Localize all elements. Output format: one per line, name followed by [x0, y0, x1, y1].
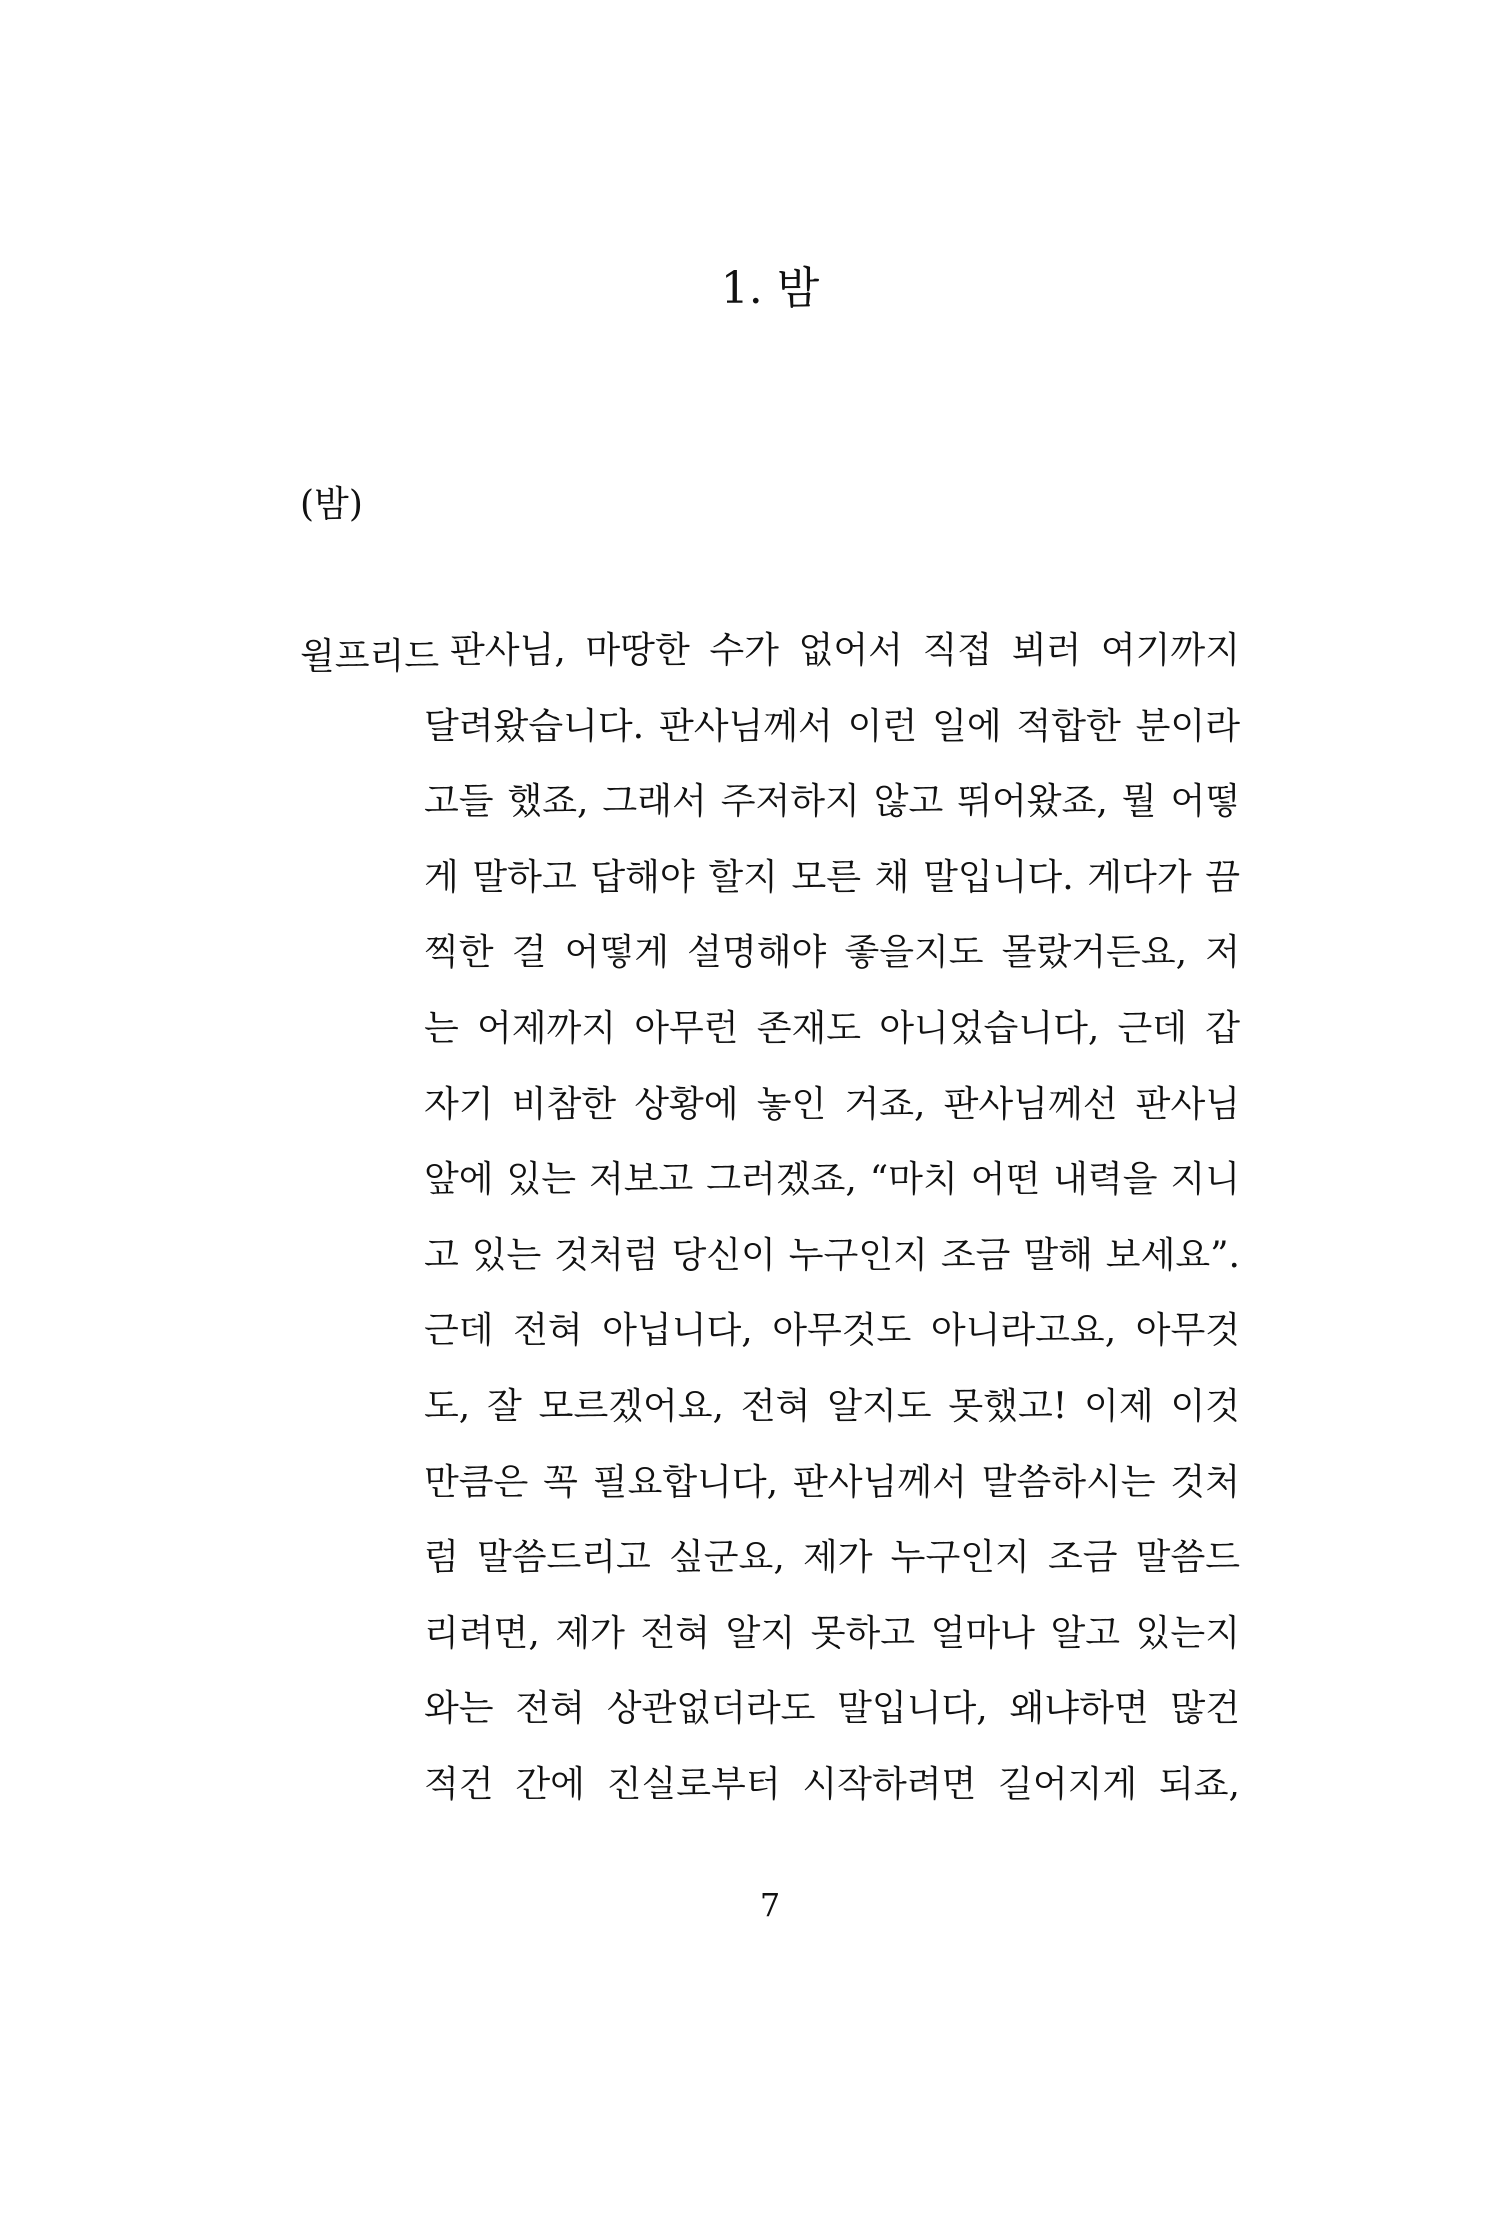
dialogue-line: 게 말하고 답해야 할지 모른 채 말입니다. 게다가 끔: [424, 856, 1240, 898]
dialogue-line: 달려왔습니다. 판사님께서 이런 일에 적합한 분이라: [424, 705, 1240, 747]
dialogue-line: 만큼은 꼭 필요합니다, 판사님께서 말씀하시는 것처: [424, 1461, 1240, 1503]
dialogue-line: 고 있는 것처럼 당신이 누구인지 조금 말해 보세요”.: [424, 1234, 1240, 1276]
page-number: 7: [759, 1886, 781, 1924]
dialogue-text: [424, 624, 1240, 1834]
stage-direction: (밤): [300, 484, 363, 525]
dialogue-line: 자기 비참한 상황에 놓인 거죠, 판사님께선 판사님: [424, 1083, 1240, 1125]
chapter-title: 1. 밤: [720, 263, 820, 314]
dialogue-line: 앞에 있는 저보고 그러겠죠, “마치 어떤 내력을 지니: [424, 1159, 1240, 1201]
dialogue-line: 는 어제까지 아무런 존재도 아니었습니다, 근데 갑: [424, 1007, 1240, 1049]
dialogue-line: 와는 전혀 상관없더라도 말입니다, 왜냐하면 많건: [424, 1688, 1240, 1730]
dialogue-line: 적건 간에 진실로부터 시작하려면 길어지게 되죠,: [424, 1763, 1240, 1805]
dialogue-line: 리려면, 제가 전혀 알지 못하고 얼마나 알고 있는지: [424, 1612, 1240, 1654]
speaker-name: 윌프리드: [300, 636, 440, 677]
dialogue-line: 판사님, 마땅한 수가 없어서 직접 뵈러 여기까지: [450, 630, 1240, 671]
dialogue-line: 찍한 걸 어떻게 설명해야 좋을지도 몰랐거든요, 저: [424, 932, 1240, 974]
dialogue-line: 근데 전혀 아닙니다, 아무것도 아니라고요, 아무것: [424, 1310, 1240, 1352]
dialogue-line: 고들 했죠, 그래서 주저하지 않고 뛰어왔죠, 뭘 어떻: [424, 781, 1240, 823]
dialogue-line: 럼 말씀드리고 싶군요, 제가 누구인지 조금 말씀드: [424, 1537, 1240, 1579]
dialogue-line: 도, 잘 모르겠어요, 전혀 알지도 못했고! 이제 이것: [424, 1385, 1240, 1427]
